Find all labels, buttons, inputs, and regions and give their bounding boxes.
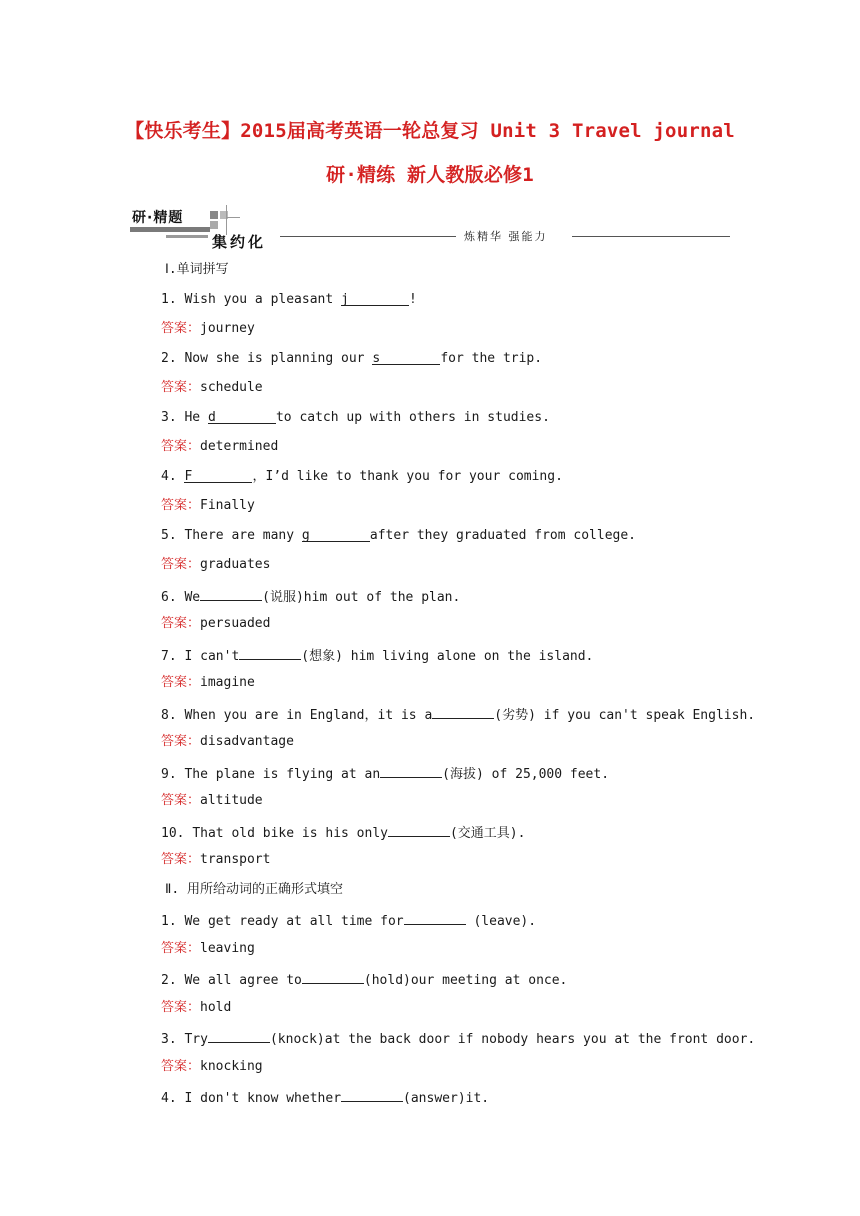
answer-label: 答案： (161, 1058, 201, 1074)
question-text: (想象) him living alone on the island. (301, 648, 594, 664)
answer-text: imagine (200, 675, 255, 690)
answer-blank (239, 646, 301, 660)
answer-label: 答案： (161, 793, 201, 808)
question-text: We get ready at all time for (184, 914, 404, 929)
question-item (161, 705, 756, 735)
answer-text: graduates (200, 557, 271, 572)
question-item (161, 764, 751, 794)
answer-blank: s (372, 351, 440, 365)
question-text: He (184, 409, 208, 425)
banner-label-top: 研·精题 (132, 210, 184, 226)
question-item (161, 351, 751, 381)
question-text: (交通工具). (449, 825, 526, 841)
answer-blank (432, 705, 494, 719)
question-text: to catch up with others in studies. (275, 409, 550, 425)
question-number: 8. (161, 707, 185, 723)
answer-line (161, 321, 751, 351)
answer-line (161, 616, 751, 646)
document-title-line-1: 【快乐考生】2015届高考英语一轮总复习 Unit 3 Travel journal (125, 120, 735, 142)
question-item (161, 410, 751, 440)
question-item (161, 1029, 756, 1059)
section-heading: Ⅰ.单词拼写 (165, 262, 229, 277)
answer-blank (388, 823, 450, 837)
answer-line (161, 675, 751, 705)
document-title-line-2: 研·精练 新人教版必修1 (326, 164, 534, 186)
banner-divider (226, 217, 240, 218)
question-text: for the trip. (440, 350, 543, 366)
answer-line (161, 557, 751, 587)
answer-line (161, 852, 751, 882)
banner-bar (130, 227, 210, 232)
question-item (161, 469, 751, 499)
answer-line (161, 734, 751, 764)
answer-label: 答案： (161, 999, 201, 1015)
question-text: We (184, 589, 201, 605)
answer-label: 答案： (161, 321, 201, 336)
question-number: 4. (161, 1091, 185, 1106)
section2-items (161, 911, 756, 1118)
answer-line (161, 1000, 751, 1030)
question-item (161, 587, 751, 617)
question-number: 5. (161, 527, 185, 543)
question-item (161, 1088, 751, 1118)
question-text: Try (184, 1032, 208, 1047)
answer-text: journey (200, 321, 255, 336)
answer-text: hold (200, 999, 232, 1015)
answer-blank: g (302, 528, 370, 542)
section-heading: Ⅱ. 用所给动词的正确形式填空 (165, 881, 344, 897)
answer-label: 答案： (161, 498, 201, 513)
question-text: ! (409, 291, 417, 307)
question-text: I can't (184, 648, 240, 664)
answer-label: 答案： (161, 557, 201, 572)
banner-bar-secondary (166, 235, 208, 238)
answer-label: 答案： (161, 675, 201, 690)
answer-blank (208, 1029, 270, 1043)
question-number: 1. (161, 291, 185, 307)
question-item (161, 823, 751, 853)
exercise-content (161, 262, 756, 1118)
banner-rule-left (280, 236, 456, 237)
question-text: (leave). (465, 914, 537, 929)
question-number: 3. (161, 1032, 185, 1047)
question-text: after they graduated from college. (369, 527, 636, 543)
answer-line (161, 941, 751, 971)
answer-line (161, 439, 751, 469)
answer-label: 答案： (161, 439, 201, 454)
answer-blank (200, 587, 262, 601)
question-text: (劣势) if you can't speak English. (494, 707, 756, 723)
question-item (161, 292, 751, 322)
banner-square-decoration (210, 221, 218, 229)
answer-blank (341, 1088, 403, 1102)
question-item (161, 528, 751, 558)
answer-label: 答案： (161, 616, 201, 631)
answer-text: leaving (200, 940, 255, 956)
banner-label-bottom: 集约化 (212, 233, 267, 251)
question-text: The plane is flying at an (184, 766, 381, 782)
section-banner (130, 203, 730, 255)
question-number: 2. (161, 973, 185, 988)
answer-line (161, 793, 751, 823)
answer-text: altitude (200, 793, 263, 808)
answer-blank: j (341, 292, 409, 306)
question-text: ，I’d like to thank you for your coming. (252, 468, 563, 484)
answer-line (161, 498, 751, 528)
question-number: 6. (161, 589, 185, 605)
question-text: (answer)it. (403, 1091, 490, 1106)
question-item (161, 646, 751, 676)
answer-blank: F (184, 469, 252, 483)
banner-rule-right (572, 236, 730, 237)
question-number: 1. (161, 914, 185, 929)
question-text: Now she is planning our (184, 350, 373, 366)
question-item (161, 970, 751, 1000)
answer-label: 答案： (161, 380, 201, 395)
banner-motto: 炼精华 强能力 (464, 230, 548, 243)
question-number: 2. (161, 350, 185, 366)
answer-blank (404, 911, 466, 925)
answer-text: schedule (200, 380, 263, 395)
question-text: (海拔) of 25,000 feet. (442, 766, 610, 782)
question-text: We all agree to (184, 973, 302, 988)
answer-blank (302, 970, 364, 984)
answer-blank: d (208, 410, 276, 424)
answer-label: 答案： (161, 734, 201, 749)
question-text: I don't know whether (184, 1091, 342, 1106)
question-number: 3. (161, 409, 185, 425)
question-text: That old bike is his only (192, 825, 388, 841)
answer-line (161, 1059, 751, 1089)
question-text: (knock)at the back door if nobody hears you at the front door. (269, 1032, 756, 1047)
question-text: When you are in England，it is a (184, 707, 433, 723)
question-text: (hold)our meeting at once. (363, 973, 568, 988)
answer-line (161, 380, 751, 410)
answer-label: 答案： (161, 940, 201, 956)
answer-text: knocking (200, 1058, 263, 1074)
answer-text: transport (200, 852, 271, 867)
answer-text: disadvantage (200, 734, 294, 749)
question-item (161, 911, 751, 941)
question-number: 9. (161, 766, 185, 782)
answer-text: determined (200, 439, 279, 454)
question-text: There are many (184, 527, 302, 543)
question-number: 7. (161, 648, 185, 664)
question-text: Wish you a pleasant (184, 291, 342, 307)
question-text: (说服)him out of the plan. (262, 589, 461, 605)
section1-items (161, 291, 756, 882)
answer-text: Finally (200, 498, 255, 513)
answer-blank (380, 764, 442, 778)
banner-square-decoration (210, 211, 218, 219)
question-number: 4. (161, 468, 185, 484)
question-number: 10. (161, 825, 193, 841)
answer-text: persuaded (200, 616, 271, 631)
answer-label: 答案： (161, 852, 201, 867)
